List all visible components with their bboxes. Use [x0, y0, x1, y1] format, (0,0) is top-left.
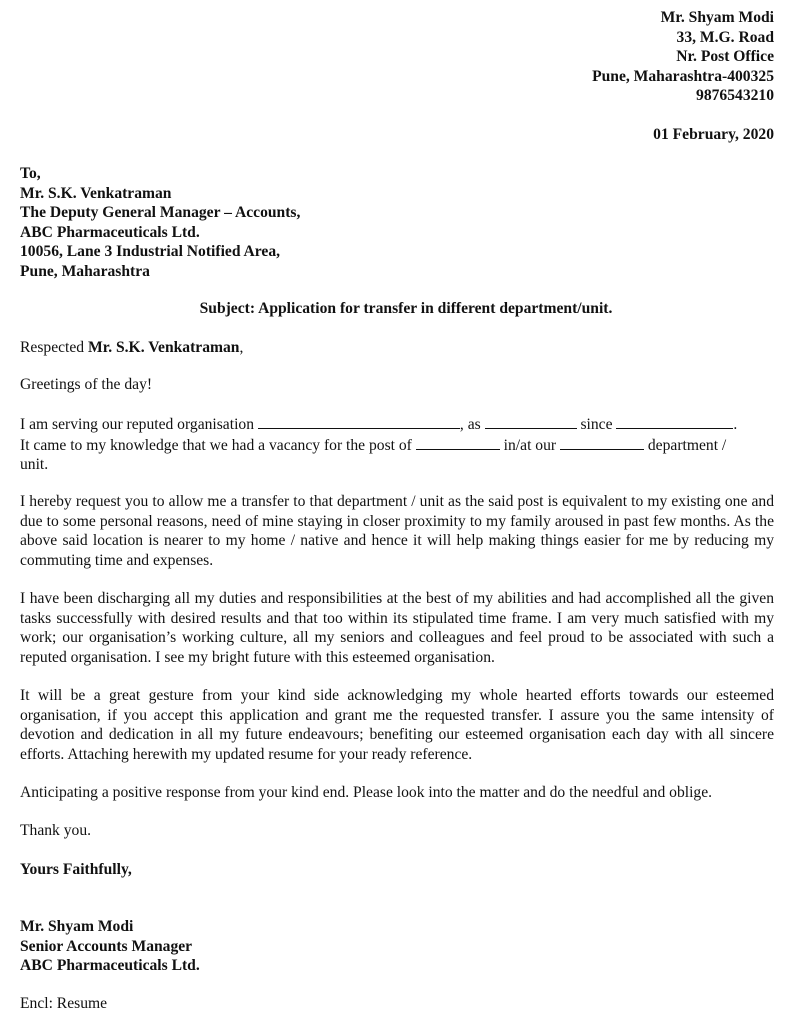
blank-since-date-field[interactable] — [616, 414, 733, 429]
recipient-to: To, — [20, 165, 41, 182]
recipient-name: Mr. S.K. Venkatraman — [20, 184, 172, 202]
p1-text-7: department / — [643, 436, 727, 454]
greeting: Greetings of the day! — [20, 376, 153, 393]
thank-you: Thank you. — [20, 822, 92, 839]
signature-title: Senior Accounts Manager — [20, 937, 193, 955]
signature-name: Mr. Shyam Modi — [20, 918, 134, 935]
sender-name: Mr. Shyam Modi — [660, 9, 774, 26]
sender-city-state-pin: Pune, Maharashtra-400325 — [592, 67, 774, 85]
signature-block — [20, 917, 200, 976]
sender-address-line2: Nr. Post Office — [676, 48, 774, 66]
blank-organisation-field[interactable] — [258, 414, 460, 429]
p1-text-4: . — [733, 416, 738, 433]
p1-text-1: I am serving our reputed organisation — [20, 416, 258, 433]
p1-text-2: , as — [459, 416, 485, 433]
closing: Yours Faithfully, — [20, 861, 132, 878]
enclosure: Encl: Resume — [20, 995, 108, 1012]
blank-department-field[interactable] — [560, 435, 644, 450]
signature-company: ABC Pharmaceuticals Ltd. — [20, 957, 200, 975]
paragraph-5: Anticipating a positive response from your kind end. Please look into the matter and do the needful and oblige. — [20, 784, 713, 801]
paragraph-1 — [20, 414, 774, 475]
sender-address-line1: 33, M.G. Road — [676, 28, 774, 46]
recipient-company: ABC Pharmaceuticals Ltd. — [20, 223, 200, 241]
blank-post-field[interactable] — [416, 435, 500, 450]
subject-line: Subject: Application for transfer in different department/unit. — [199, 300, 613, 317]
p1-text-8: unit. — [20, 456, 49, 474]
salutation — [20, 338, 774, 358]
blank-designation-field[interactable] — [485, 414, 577, 429]
p1-text-6: in/at our — [499, 436, 560, 454]
recipient-address: 10056, Lane 3 Industrial Notified Area, — [20, 243, 281, 261]
p1-text-5: It came to my knowledge that we had a vacancy for the post of — [20, 436, 416, 454]
salutation-suffix: , — [239, 339, 244, 356]
recipient-designation: The Deputy General Manager – Accounts, — [20, 204, 301, 222]
paragraph-4: It will be a great gesture from your kind side acknowledging my whole hearted efforts towards our esteemed organisation, if you accept this application and grant me the requested transfer. I assure you the same intensity of devotion and dedication in all my future endeavours; benefiting our esteemed organisation each day with all sincere efforts. Attaching herewith my updated resume for your ready reference. — [20, 687, 774, 763]
sender-phone: 9876543210 — [696, 87, 774, 105]
sender-address-block — [592, 8, 774, 106]
recipient-address-block — [20, 164, 300, 282]
letter-date: 01 February, 2020 — [653, 126, 774, 143]
salutation-prefix: Respected — [20, 339, 88, 356]
recipient-city: Pune, Maharashtra — [20, 262, 150, 280]
p1-text-3: since — [576, 416, 617, 433]
salutation-name: Mr. S.K. Venkatraman — [87, 339, 240, 356]
paragraph-3: I have been discharging all my duties and responsibilities at the best of my abilities and had accomplished all the given tasks successfully with desired results and that too within its stipulated time frame. I am very much satisfied with my work; our organisation’s working culture, all my seniors and colleagues and feel proud to be associated with such a reputed organisation. I see my bright future with this esteemed organisation. — [20, 590, 774, 666]
paragraph-2: I hereby request you to allow me a transfer to that department / unit as the said post is equivalent to my existing one and due to some personal reasons, need of mine staying in closer proximity to my family aroused in past few months. As the above said location is nearer to my home / native and hence it will help making things easier for me by reducing my commuting time and expenses. — [20, 493, 774, 569]
